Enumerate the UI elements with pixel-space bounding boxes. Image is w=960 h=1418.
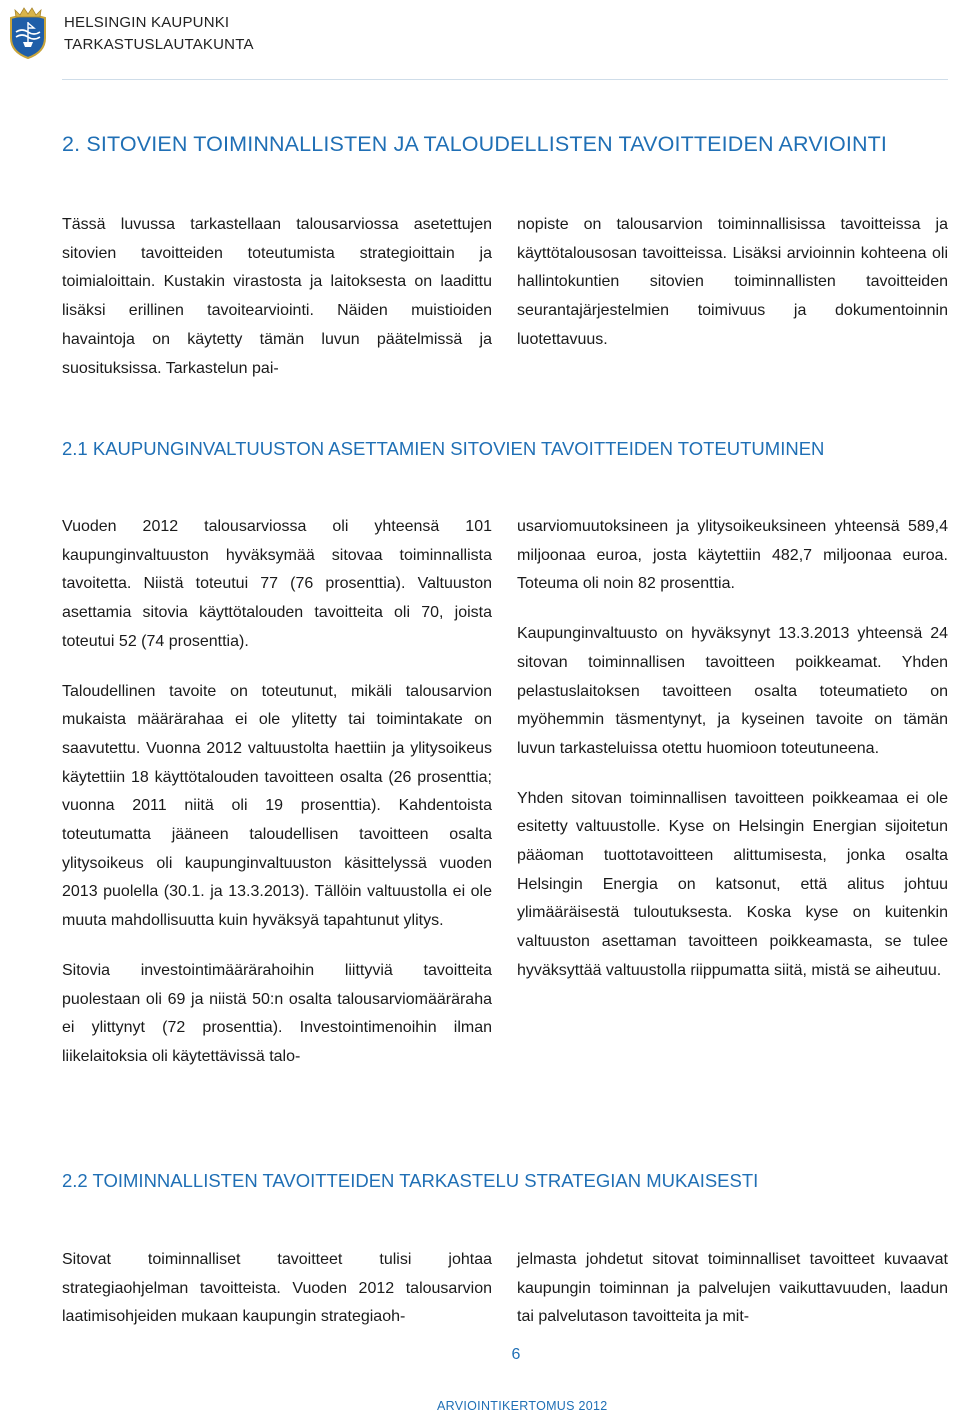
section-title: 2. SITOVIEN TOIMINNALLISTEN JA TALOUDELLISTEN TAVOITTEIDEN ARVIOINTI [62, 132, 888, 156]
organization-city: HELSINGIN KAUPUNKI [64, 14, 230, 31]
paragraph: Sitovat toiminnalliset tavoitteet tulisi johtaa strategiaohjelman tavoitteista. Vuoden 2012 talousarvion laatimisohjeiden mukaan kaupungin strategiaoh- [62, 1251, 492, 1326]
footer-report-name: ARVIOINTIKERTOMUS 2012 [437, 1399, 608, 1413]
organization-board: TARKASTUSLAUTAKUNTA [64, 36, 254, 53]
header-divider [62, 79, 948, 80]
subsection-1-column-right [517, 513, 948, 986]
subsection-1-column-left [62, 513, 492, 1072]
subsection-2-column-left [62, 1246, 492, 1332]
paragraph: Sitovia investointimäärärahoihin liittyviä tavoitteita puolestaan oli 69 ja niistä 50:n osalta talousarviomääräraha ei ylittynyt (72 prosenttia). Investointimenoihin ilman liikelaitoksia oli käytettävissä talo- [62, 961, 492, 1065]
helsinki-crest-icon [6, 4, 50, 60]
intro-paragraph: Tässä luvussa tarkastellaan talousarviossa asetettujen sitovien tavoitteiden toteutumista strategioittain ja toimialoittain. Kustakin virastosta ja laitoksesta on laadittu lisäksi erillinen tavoitearviointi. Näiden muistioiden havaintoja on käytetty tämän luvun päätelmissä ja suosituksissa. Tarkastelun pai- [62, 216, 492, 377]
subsection-2-column-right [517, 1246, 948, 1332]
intro-column-left [62, 211, 492, 383]
subsection-1-title: 2.1 KAUPUNGINVALTUUSTON ASETTAMIEN SITOVIEN TAVOITTEIDEN TOTEUTUMINEN [62, 438, 825, 459]
page-number: 6 [511, 1346, 521, 1363]
paragraph: Kaupunginvaltuusto on hyväksynyt 13.3.2013 yhteensä 24 sitovan toiminnallisen tavoitteen poikkeamat. Yhden pelastuslaitoksen tavoitteen osalta toteumatieto on myöhemmin täsmentynyt, ja kyseinen tavoite on tämän luvun tarkasteluissa otettu huomioon toteutuneena. [517, 625, 948, 757]
paragraph: jelmasta johdetut sitovat toiminnalliset tavoitteet kuvaavat kaupungin toiminnan ja palvelujen vaikuttavuuden, laadun tai palvelutason tavoitteita ja mit- [517, 1251, 948, 1326]
organization-name [64, 12, 254, 56]
intro-paragraph-continued: nopiste on talousarvion toiminnallisissa tavoitteissa ja käyttötalousosan tavoitteissa. Lisäksi arvioinnin kohteena oli hallintokuntien sitovien toiminnallisten tavoitteiden seurantajärjestelmien toimivuus ja dokumentoinnin luotettavuus. [517, 216, 948, 348]
intro-column-right [517, 211, 948, 355]
page-header [6, 4, 254, 60]
paragraph: Vuoden 2012 talousarviossa oli yhteensä 101 kaupunginvaltuuston hyväksymää sitovaa toiminnallista tavoitetta. Niistä toteutui 77 (76 prosenttia). Valtuuston asettamia sitovia käyttötalouden tavoitteita oli 70, joista toteutui 52 (74 prosenttia). [62, 518, 492, 650]
paragraph: usarviomuutoksineen ja ylitysoikeuksineen yhteensä 589,4 miljoonaa euroa, josta käytettiin 482,7 miljoonaa euroa. Toteuma oli noin 82 prosenttia. [517, 518, 948, 593]
paragraph: Yhden sitovan toiminnallisen tavoitteen poikkeamaa ei ole esitetty valtuustolle. Kyse on Helsingin Energian sijoitetun pääoman tuottotavoitteen alittumisesta, jonka osalta Helsingin Energia on katsonut, että alitus johtuu ylimääräisestä tuloutuksesta. Koska kyse on kuitenkin valtuuston asettaman tavoitteen poikkeamasta, se tulee hyväksyttää valtuustolla riippumatta siitä, mistä se aiheutuu. [517, 789, 948, 979]
subsection-2-title: 2.2 TOIMINNALLISTEN TAVOITTEIDEN TARKASTELU STRATEGIAN MUKAISESTI [62, 1170, 759, 1191]
paragraph: Taloudellinen tavoite on toteutunut, mikäli talousarvion mukaista määrärahaa ei ole ylitetty tai toimintakate on saavutettu. Vuonna 2012 valtuustolta haettiin ja ylitysoikeus käytettiin 18 käyttötalouden tavoitteen osalta (26 prosenttia; vuonna 2011 niitä oli 19 prosenttia). Kahdentoista toteutumatta jääneen taloudellisen tavoitteen osalta ylitysoikeus oli kaupunginvaltuuston käsittelyssä vuoden 2013 puolella (30.1. ja 13.3.2013). Tällöin valtuustolla ei ole muuta mahdollisuutta kuin hyväksyä tapahtunut ylitys. [62, 682, 492, 930]
